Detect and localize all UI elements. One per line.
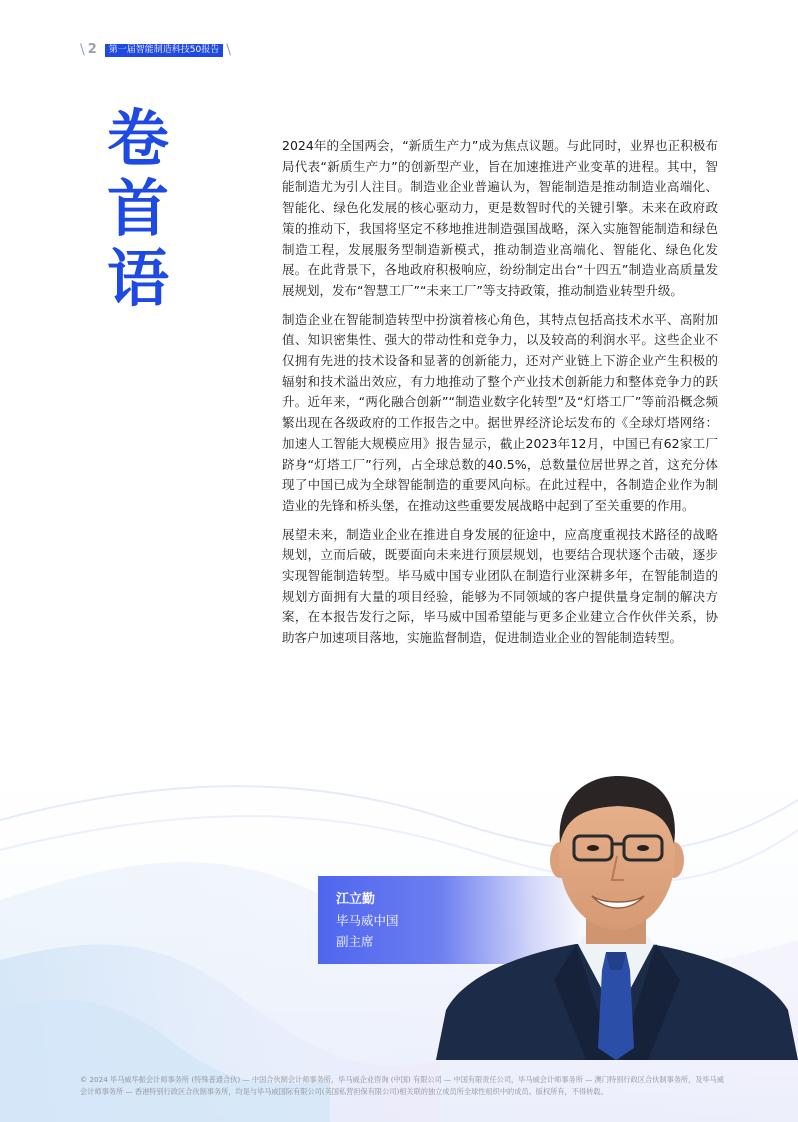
report-tag: 第一届智能制造科技50报告 [105,44,223,57]
speaker-role: 副主席 [336,934,374,949]
speaker-name: 江立勤 [336,892,376,907]
title-char-1: 卷 [106,102,169,175]
speaker-portrait [436,748,798,1060]
header-slash-right: \ [226,42,231,58]
title-char-2: 首 [106,172,169,245]
preface-title [106,104,170,314]
paragraph-3: 展望未来，制造业企业在推进自身发展的征途中，应高度重视技术路径的战略规划，立而后破，既要面向未来进行顶层规划，也要结合现状逐个击破，逐步实现智能制造转型。毕马威中国专业团队在制造行业深耕多年，在智能制造的规划方面拥有大量的项目经验，能够为不同领域的客户提供量身定制的解决方案，在本报告发行之际，毕马威中国希望能与更多企业建立合作伙伴关系，协助客户加速项目落地，实施监督制造，促进制造业企业的智能制造转型。 [282,526,718,646]
page-number: 2 [87,42,97,57]
header-slash-left: \ [80,42,85,58]
speaker-company: 毕马威中国 [336,913,399,928]
paragraph-2: 制造企业在智能制造转型中扮演着核心角色，其特点包括高技术水平、高附加值、知识密集性、强大的带动性和竞争力，以及较高的利润水平。这些企业不仅拥有先进的技术设备和显著的创新能力，还对产业链上下游企业产生积极的辐射和技术溢出效应，有力地推动了整个产业技术创新能力和整体竞争力的跃升。近年来，“两化融合创新”“制造业数字化转型”及“灯塔工厂”等前沿概念频繁出现在各级政府的工作报告之中。据世界经济论坛发布的《全球灯塔网络：加速人工智能大规模应用》报告显示，截止2023年12月，中国已有62家工厂跻身“灯塔工厂”行列，占全球总数的40.5%，总数量位居世界之首，这充分体现了中国已成为全球智能制造的重要风向标。在此过程中，各制造企业作为制造业的先锋和桥头堡，在推动这些重要发展战略中起到了至关重要的作用。 [282,311,718,513]
page-header [80,42,231,58]
copyright-footer: © 2024 毕马威华振会计师事务所 (特殊普通合伙) — 中国合伙制会计师事务所，毕马威企业咨询 (中国) 有限公司 — 中国有限责任公司，毕马威会计师事务所 — 澳门特别行政区合伙制事务所，及毕马威会计师事务所 — 香港特别行政区合伙制事务所，均是与毕马威国际有限公司(英国私营担保有限公司)相关联的独立成员所全球性组织中的成员。版权所有，不得转载。 [80,1075,725,1096]
paragraph-1: 2024年的全国两会，“新质生产力”成为焦点议题。与此同时，业界也正积极布局代表“新质生产力”的创新型产业，旨在加速推进产业变革的进程。其中，智能制造尤为引人注目。制造业企业普遍认为，智能制造是推动制造业高端化、智能化、绿色化发展的核心驱动力，更是数智时代的关键引擎。未来在政府政策的推动下，我国将坚定不移地推进制造强国战略，深入实施智能制造和绿色制造工程，发展服务型制造新模式，推动制造业高端化、智能化、绿色化发展。在此背景下，各地政府积极响应，纷纷制定出台“十四五”制造业高质量发展规划，发布“智慧工厂”“未来工厂”等支持政策，推动制造业转型升级。 [282,138,719,298]
title-char-3: 语 [106,242,169,315]
preface-body [282,136,718,657]
